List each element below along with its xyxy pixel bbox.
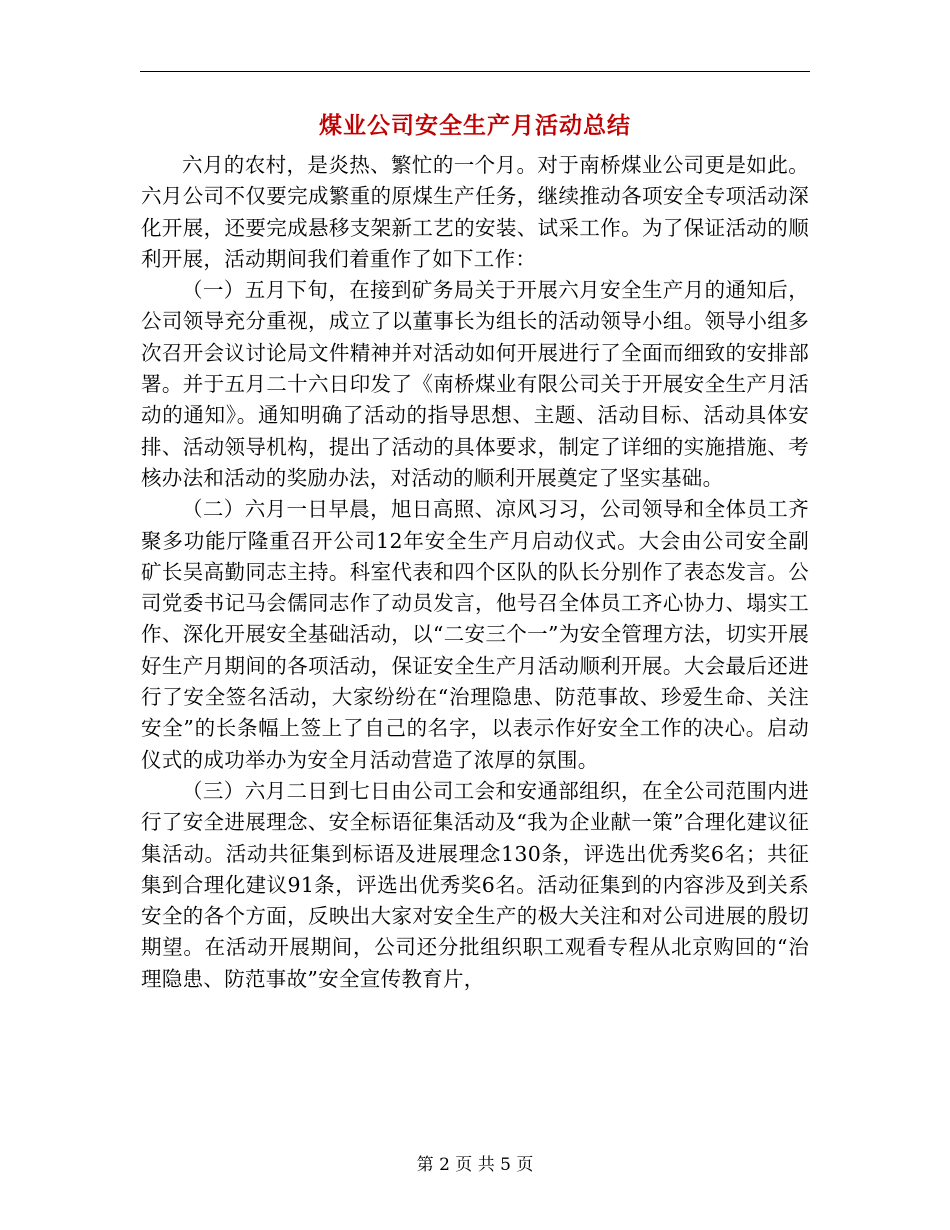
paragraph-section-1: （一）五月下旬，在接到矿务局关于开展六月安全生产月的通知后，公司领导充分重视，成立了以董事长为组长的活动领导小组。领导小组多次召开会议讨论局文件精神并对活动如何开展进行了全面而细致的安排部署。并于五月二十六日印发了《南桥煤业有限公司关于开展安全生产月活动的通知》。通知明确了活动的指导思想、主题、活动目标、活动具体安排、活动领导机构，提出了活动的具体要求，制定了详细的实施措施、考核办法和活动的奖励办法，对活动的顺利开展奠定了坚实基础。 (141, 278, 809, 490)
paragraph-section-2: （二）六月一日早晨，旭日高照、凉风习习，公司领导和全体员工齐聚多功能厅隆重召开公司12年安全生产月启动仪式。大会由公司安全副矿长吴高勤同志主持。科室代表和四个区队的队长分别作了表态发言。公司党委书记马会儒同志作了动员发言，他号召全体员工齐心协力、塌实工作、深化开展安全基础活动，以“二安三个一”为安全管理方法，切实开展好生产月期间的各项活动，保证安全生产月活动顺利开展。大会最后还进行了安全签名活动，大家纷纷在“治理隐患、防范事故、珍爱生命、关注安全”的长条幅上签上了自己的名字，以表示作好安全工作的决心。启动仪式的成功举办为安全月活动营造了浓厚的氛围。 (141, 497, 809, 772)
footer-prefix: 第 (416, 1155, 434, 1175)
footer-total-pages: 5 (500, 1155, 511, 1175)
paragraph-intro: 六月的农村，是炎热、繁忙的一个月。对于南桥煤业公司更是如此。六月公司不仅要完成繁重的原煤生产任务，继续推动各项安全专项活动深化开展，还要完成悬移支架新工艺的安装、试采工作。为了保证活动的顺利开展，活动期间我们着重作了如下工作： (141, 153, 809, 271)
header-rule (140, 71, 810, 72)
page-footer (0, 1153, 950, 1177)
paragraph-section-3: （三）六月二日到七日由公司工会和安通部组织，在全公司范围内进行了安全进展理念、安全标语征集活动及“我为企业献一策”合理化建议征集活动。活动共征集到标语及进展理念130条，评选出优秀奖6名；共征集到合理化建议91条，评选出优秀奖6名。活动征集到的内容涉及到关系安全的各个方面，反映出大家对安全生产的极大关注和对公司进展的殷切期望。在活动开展期间，公司还分批组织职工观看专程从北京购回的“治理隐患、防范事故”安全宣传教育片， (141, 778, 809, 991)
document-body (141, 150, 809, 995)
footer-suffix: 页 (516, 1155, 534, 1175)
document-title: 煤业公司安全生产月活动总结 (319, 112, 631, 139)
footer-middle: 页 共 (455, 1155, 495, 1175)
footer-page-number: 2 (439, 1155, 450, 1175)
